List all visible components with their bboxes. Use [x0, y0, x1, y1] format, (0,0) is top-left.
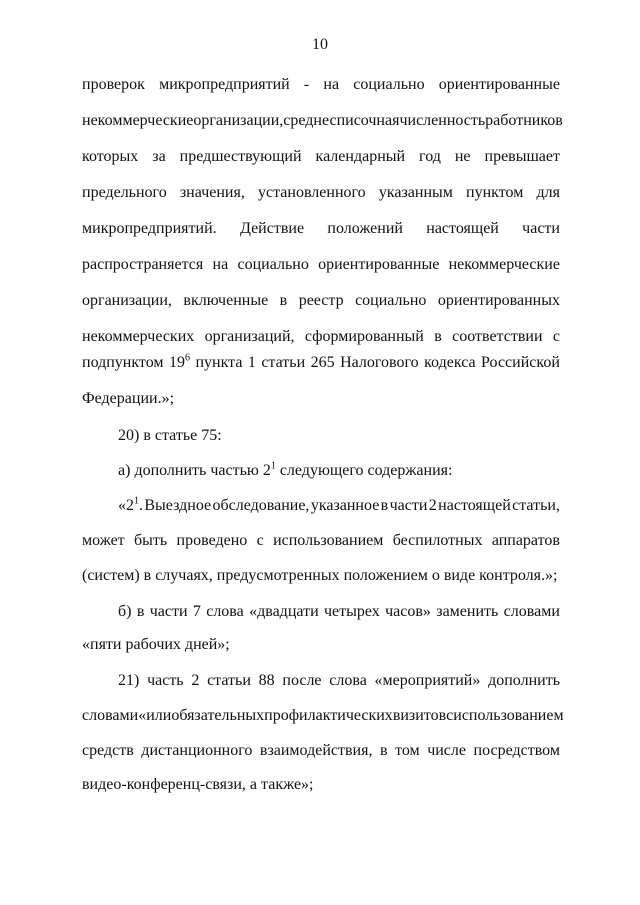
text-line: словами «или обязательных профилактических визитов с использованием	[82, 707, 564, 724]
text-line: некоммерческих организаций, сформированный в соответствии с	[82, 328, 560, 345]
text-line: организации, включенные в реестр социально ориентированных	[82, 292, 560, 309]
text-line: проверок микропредприятий - на социально ориентированные	[82, 76, 560, 93]
text-line: средств дистанционного взаимодействия, в том числе посредством	[82, 742, 560, 759]
text-line: б) в части 7 слова «двадцати четырех часов» заменить словами	[118, 603, 560, 620]
text-line: Федерации.»;	[82, 390, 175, 407]
page-number: 10	[312, 36, 328, 53]
text-line: некоммерческие организации, среднесписочная численность работников	[82, 112, 563, 129]
text-line: 21) часть 2 статьи 88 после слова «мероприятий» дополнить	[118, 672, 560, 689]
text-line: предельного значения, установленного указанным пунктом для	[82, 184, 560, 201]
text-line: подпунктом $19^6$ пункта 1 статьи 265 Налогового кодекса Российской	[82, 352, 560, 371]
text-line: может быть проведено с использованием беспилотных аппаратов	[82, 532, 560, 549]
text-line: которых за предшествующий календарный год не превышает	[82, 148, 560, 165]
text-line: 20) в статье 75:	[118, 427, 222, 444]
text-line: распространяется на социально ориентированные некоммерческие	[82, 256, 560, 273]
text-line: видео-конференц-связи, а также»;	[82, 776, 314, 793]
text-line: (систем) в случаях, предусмотренных положением о виде контроля.»;	[82, 567, 558, 584]
text-line: а) дополнить частью $2^1$ следующего содержания:	[118, 460, 453, 479]
text-line: микропредприятий. Действие положений настоящей части	[82, 220, 560, 237]
text-line: «$2^1$. Выездное обследование, указанное в части 2 настоящей статьи,	[118, 495, 560, 514]
text-line: «пяти рабочих дней»;	[82, 636, 230, 653]
